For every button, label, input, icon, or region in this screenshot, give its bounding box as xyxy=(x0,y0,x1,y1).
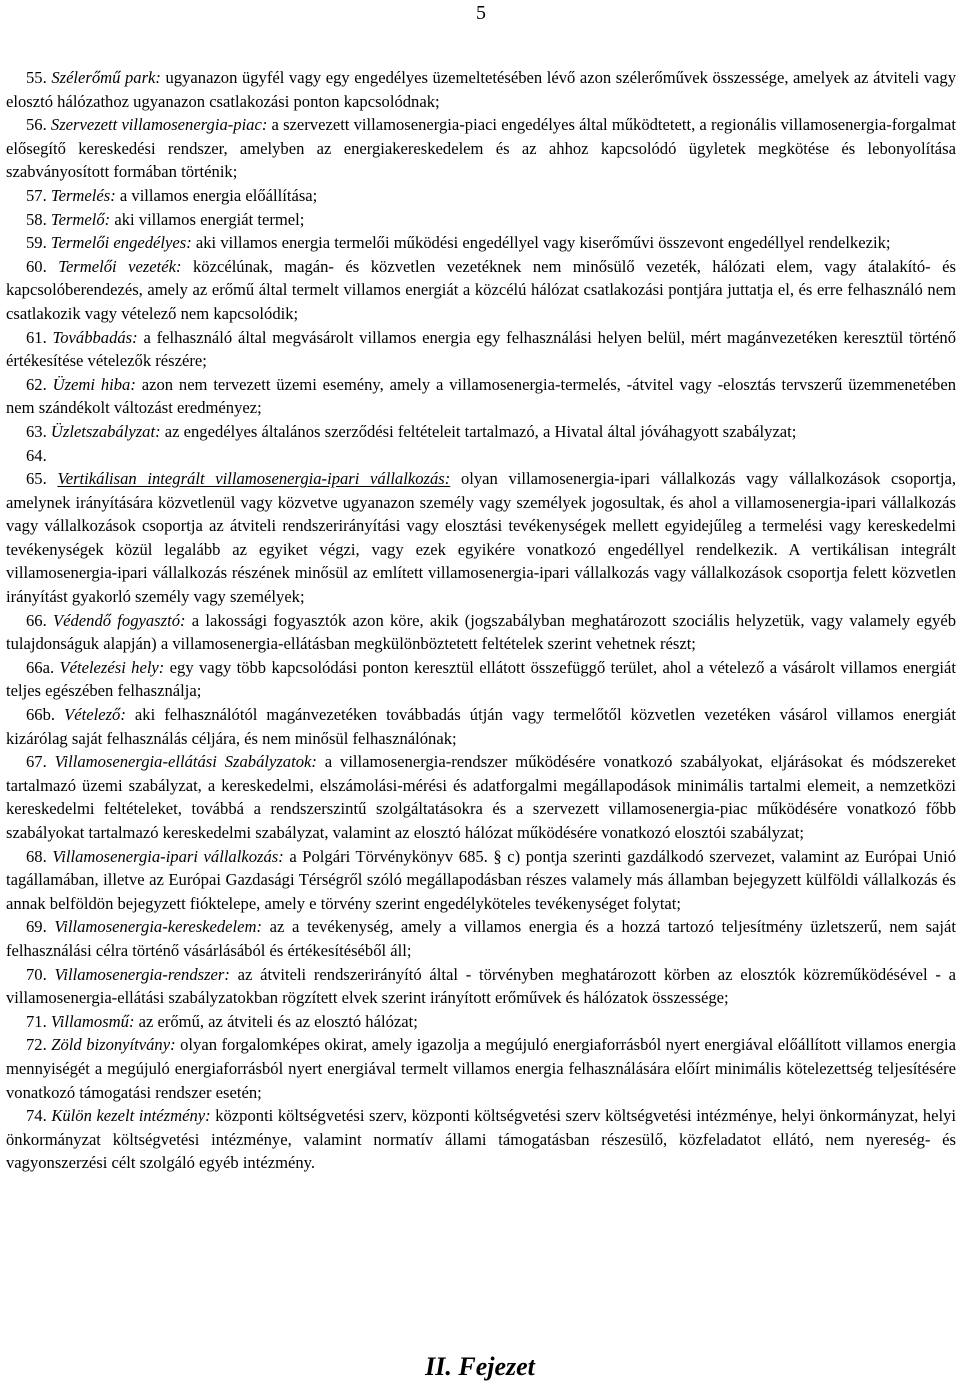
entry-number: 64. xyxy=(26,445,47,465)
entry-text: olyan villamosenergia-ipari vállalkozás vagy vállalkozások csoportja, amelynek irányítására közvetlenül vagy közvetve ugyanazon személy vagy személyek jogosultak, és ahol a villamosenergia-ipari vállalkozás vagy vállalkozások csoportja az átviteli rendszerirányítási vagy elosztási tevékenységek mellett egyidejűleg a termelési vagy kereskedelmi tevékenységek közül legalább az egyiket végzi, vagy ezek egyikére vonatkozó engedéllyel rendelkezik. A vertikálisan integrált villamosenergia-ipari vállalkozás részének minősül az említett villamosenergia-ipari vállalkozás vagy vállalkozások csoportja felett közvetlen irányítást gyakorló személy vagy személyek; xyxy=(6,469,956,607)
entry-text: a villamosenergia-rendszer működésére vonatkozó szabályokat, eljárásokat és módszereket tartalmazó üzemi szabályzat, a kereskedelmi, elszámolási-mérési és adatforgalmi megállapodások minimális tartalmi elemeit, a nemzetközi kereskedelmi feltételeket, továbbá a rendszerszintű szolgáltatásokra és a szervezett villamosenergia-piac működésére vonatkozó főbb szabályokat tartalmazó kereskedelmi szabályzat, valamint az elosztó hálózat működésére vonatkozó elosztói szabályzat; xyxy=(6,752,956,842)
definition-entry xyxy=(6,208,956,232)
definition-entry xyxy=(6,373,956,420)
entry-number: 70. xyxy=(26,964,55,984)
entry-term: Külön kezelt intézmény: xyxy=(51,1106,211,1126)
entry-term: Villamosenergia-kereskedelem: xyxy=(54,917,263,937)
definition-entry xyxy=(6,231,956,255)
entry-term: Termelés: xyxy=(50,185,116,205)
definition-entry xyxy=(6,703,956,750)
entry-number: 60. xyxy=(26,256,59,276)
definition-entry xyxy=(6,444,956,468)
entry-text: a szervezett villamosenergia-piaci engedélyes által működtetett, a regionális villamosenergia-forgalmat elősegítő kereskedési rendszer, amelyben az energiakereskedelem és az ahhoz kapcsolódó ügyletek megkötése és lebonyolítása szabványosított formában történik; xyxy=(6,115,956,182)
entry-number: 67. xyxy=(26,752,55,772)
entry-term: Vételező: xyxy=(64,705,126,725)
entry-text: az engedélyes általános szerződési feltételeit tartalmazó, a Hivatal által jóváhagyott szabályzat; xyxy=(160,421,797,441)
entry-term: Villamosenergia-rendszer: xyxy=(54,964,230,984)
entry-term: Zöld bizonyítvány: xyxy=(51,1035,176,1055)
entry-term: Üzletszabályzat: xyxy=(50,421,161,441)
entry-text: aki felhasználótól magánvezetéken továbbadás útján vagy termelőtől közvetlen vezetéken vásárol villamos energiát kizárólag saját felhasználás céljára, és nem minősül felhasználónak; xyxy=(6,705,956,748)
entry-text: aki villamos energiát termel; xyxy=(110,209,305,229)
entry-term: Termelő: xyxy=(50,209,111,229)
entry-text: aki villamos energia termelői működési engedéllyel vagy kiserőművi összevont engedéllyel rendelkezik; xyxy=(191,233,891,253)
entry-term: Védendő fogyasztó: xyxy=(53,610,186,630)
entry-number: 59. xyxy=(26,233,51,253)
definition-entry xyxy=(6,1010,956,1034)
entry-number: 72. xyxy=(26,1035,52,1055)
chapter-heading: II. Fejezet xyxy=(425,1352,535,1381)
definition-entry xyxy=(6,915,956,962)
entry-number: 68. xyxy=(26,846,53,866)
entry-term: Üzemi hiba: xyxy=(52,374,136,394)
entry-text: közcélúnak, magán- és közvetlen vezetéknek nem minősülő vezeték, hálózati elem, vagy átalakító- és kapcsolóberendezés, amely az erőmű által termelt villamos energiát a közcélú hálózat csatlakozási pontjára juttatja el, és erre felhasználó nem csatlakozik vagy vételező nem kapcsolódik; xyxy=(6,256,956,323)
entry-text: az erőmű, az átviteli és az elosztó hálózat; xyxy=(134,1011,418,1031)
definition-entry xyxy=(6,656,956,703)
entry-term: Szervezett villamosenergia-piac: xyxy=(50,115,268,135)
entry-term: Vertikálisan integrált villamosenergia-ipari vállalkozás: xyxy=(57,469,451,489)
definition-entry xyxy=(6,184,956,208)
entry-number: 63. xyxy=(26,421,51,441)
entry-text: egy vagy több kapcsolódási ponton keresztül ellátott összefüggő terület, ahol a vételező a vásárolt villamos energiát teljes egészében felhasználja; xyxy=(6,657,957,701)
entry-text: az átviteli rendszerirányító által - törvényben meghatározott körben az elosztók közreműködésével - a villamosenergia-ellátási szabályzatokban rögzített elvek szerint irányított erőművek és hálózatok összessége; xyxy=(6,964,956,1008)
definition-entry xyxy=(6,113,956,184)
definition-entry xyxy=(6,845,956,916)
entry-number: 69. xyxy=(26,917,55,937)
entry-text: ugyanazon ügyfél vagy egy engedélyes üzemeltetésében lévő azon szélerőművek összessége, amelyek az átviteli vagy elosztó hálózathoz ugyanazon csatlakozási ponton kapcsolódnak; xyxy=(6,68,957,111)
entry-text: a felhasználó által megvásárolt villamos energia egy felhasználási helyen belül, mért magánvezetéken keresztül történő értékesítése vételezők részére; xyxy=(6,327,957,371)
entry-number: 55. xyxy=(26,68,52,87)
entry-text: a villamos energia előállítása; xyxy=(115,185,318,205)
entry-number: 56. xyxy=(26,115,51,135)
entry-number: 66a. xyxy=(26,657,60,677)
definition-entry xyxy=(6,255,956,326)
definition-entry xyxy=(6,66,956,113)
entry-term: Szélerőmű park: xyxy=(51,68,161,87)
definition-entry xyxy=(6,420,956,444)
entry-term: Villamosmű: xyxy=(50,1011,135,1031)
entry-number: 71. xyxy=(26,1011,51,1031)
entry-number: 62. xyxy=(26,374,53,394)
entry-number: 65. xyxy=(26,469,58,489)
entry-text: olyan forgalomképes okirat, amely igazolja a megújuló energiaforrásból nyert energiával előállított villamos energia mennyiségét a megújuló energiaforrásból nyert energiával termelt villamos energia felhasználására előírt minimális kötelezettség teljesítésére vonatkozó támogatási rendszer esetén; xyxy=(6,1035,956,1102)
entry-term: Termelői vezeték: xyxy=(58,256,182,276)
entry-term: Vételezési hely: xyxy=(59,657,165,677)
definition-entry xyxy=(6,609,956,656)
entry-text: az a tevékenység, amely a villamos energia és a hozzá tartozó teljesítmény üzletszerű, nem saját felhasználási célra történő vásárlásából és értékesítéséből áll; xyxy=(6,917,956,960)
entry-text: központi költségvetési szerv, központi költségvetési szerv költségvetési intézménye, helyi önkormányzat, helyi önkormányzat költségvetési intézménye, valamint normatív állami támogatásban részesülő, közfeladatot ellátó, nem nyereség- és vagyonszerzési célt szolgáló egyéb intézmény. xyxy=(6,1106,956,1173)
entry-number: 74. xyxy=(26,1106,52,1126)
entry-term: Termelői engedélyes: xyxy=(50,233,192,253)
definition-entry xyxy=(6,1033,956,1104)
entry-number: 58. xyxy=(26,209,51,229)
entry-term: Villamosenergia-ellátási Szabályzatok: xyxy=(54,752,317,772)
definition-entry xyxy=(6,326,956,373)
entry-text: azon nem tervezett üzemi esemény, amely a villamosenergia-termelés, -átvitel vagy -elosztás tervszerű üzemmenetében nem szándékolt változást eredményez; xyxy=(6,374,956,418)
entry-text: a Polgári Törvénykönyv 685. § c) pontja szerinti gazdálkodó szervezet, valamint az Európai Unió tagállamában, illetve az Európai Gazdasági Térségről szóló megállapodásban részes valamely más államban bejegyzett külföldi vállalkozás és annak belföldön bejegyzett fióktelepe, amely e törvény szerint engedélyköteles tevékenységet folytat; xyxy=(6,846,956,913)
entry-number: 66. xyxy=(26,610,53,630)
definitions-list xyxy=(6,66,956,1175)
entry-number: 57. xyxy=(26,185,51,205)
definition-entry xyxy=(6,1104,956,1175)
entry-number: 61. xyxy=(26,327,53,347)
definition-entry xyxy=(6,963,956,1010)
definition-entry xyxy=(6,467,956,609)
entry-number: 66b. xyxy=(26,705,65,725)
entry-term: Villamosenergia-ipari vállalkozás: xyxy=(52,846,284,866)
entry-text: a lakossági fogyasztók azon köre, akik (jogszabályban meghatározott szociális helyzetük, vagy valamely egyéb tulajdonságuk alapján) a villamosenergia-ellátásban megkülönböztetett feltételek szerint vehetnek részt; xyxy=(6,610,957,654)
definition-entry xyxy=(6,750,956,844)
page-number: 5 xyxy=(476,2,486,24)
entry-term: Továbbadás: xyxy=(52,327,138,347)
